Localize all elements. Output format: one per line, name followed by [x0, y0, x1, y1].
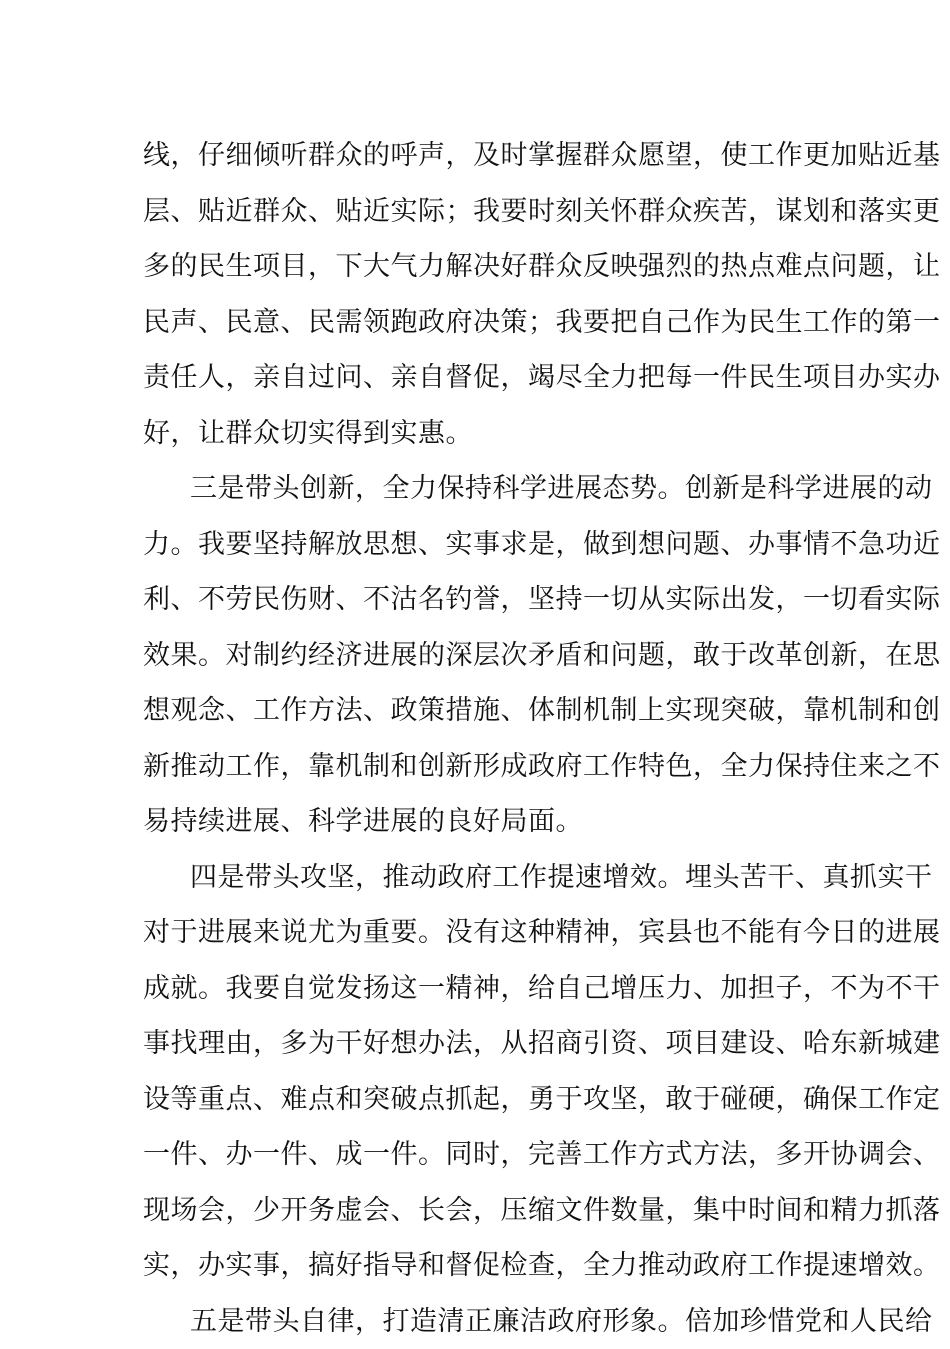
text-line: 现场会，少开务虚会、长会，压缩文件数量，集中时间和精力抓落 [143, 1183, 843, 1239]
text-line: 对于进展来说尤为重要。没有这种精神，宾县也不能有今日的进展 [143, 905, 843, 961]
paragraph-first-line: 三是带头创新，全力保持科学进展态势。创新是科学进展的动 [143, 461, 843, 517]
text-line: 新推动工作，靠机制和创新形成政府工作特色，全力保持住来之不 [143, 739, 843, 795]
text-line: 设等重点、难点和突破点抓起，勇于攻坚，敢于碰硬，确保工作定 [143, 1072, 843, 1128]
text-line: 易持续进展、科学进展的良好局面。 [143, 794, 843, 850]
text-line: 效果。对制约经济进展的深层次矛盾和问题，敢于改革创新，在思 [143, 628, 843, 684]
text-line: 好，让群众切实得到实惠。 [143, 406, 843, 462]
text-line: 利、不劳民伤财、不沽名钓誉，坚持一切从实际出发，一切看实际 [143, 572, 843, 628]
text-line: 想观念、工作方法、政策措施、体制机制上实现突破，靠机制和创 [143, 683, 843, 739]
text-line: 层、贴近群众、贴近实际；我要时刻关怀群众疾苦，谋划和落实更 [143, 184, 843, 240]
text-line: 责任人，亲自过问、亲自督促，竭尽全力把每一件民生项目办实办 [143, 350, 843, 406]
text-line: 一件、办一件、成一件。同时，完善工作方式方法，多开协调会、 [143, 1127, 843, 1183]
paragraph-first-line: 四是带头攻坚，推动政府工作提速增效。埋头苦干、真抓实干 [143, 850, 843, 906]
text-line: 实，办实事，搞好指导和督促检查，全力推动政府工作提速增效。 [143, 1238, 843, 1294]
text-line: 多的民生项目，下大气力解决好群众反映强烈的热点难点问题，让 [143, 239, 843, 295]
paragraph-first-line: 五是带头自律，打造清正廉洁政府形象。倍加珍惜党和人民给 [143, 1294, 843, 1349]
text-line: 线，仔细倾听群众的呼声，及时掌握群众愿望，使工作更加贴近基 [143, 128, 843, 184]
text-line: 力。我要坚持解放思想、实事求是，做到想问题、办事情不急功近 [143, 517, 843, 573]
text-line: 民声、民意、民需领跑政府决策；我要把自己作为民生工作的第一 [143, 295, 843, 351]
body-text [143, 128, 843, 1349]
text-line: 成就。我要自觉发扬这一精神，给自己增压力、加担子，不为不干 [143, 961, 843, 1017]
text-line: 事找理由，多为干好想办法，从招商引资、项目建设、哈东新城建 [143, 1016, 843, 1072]
